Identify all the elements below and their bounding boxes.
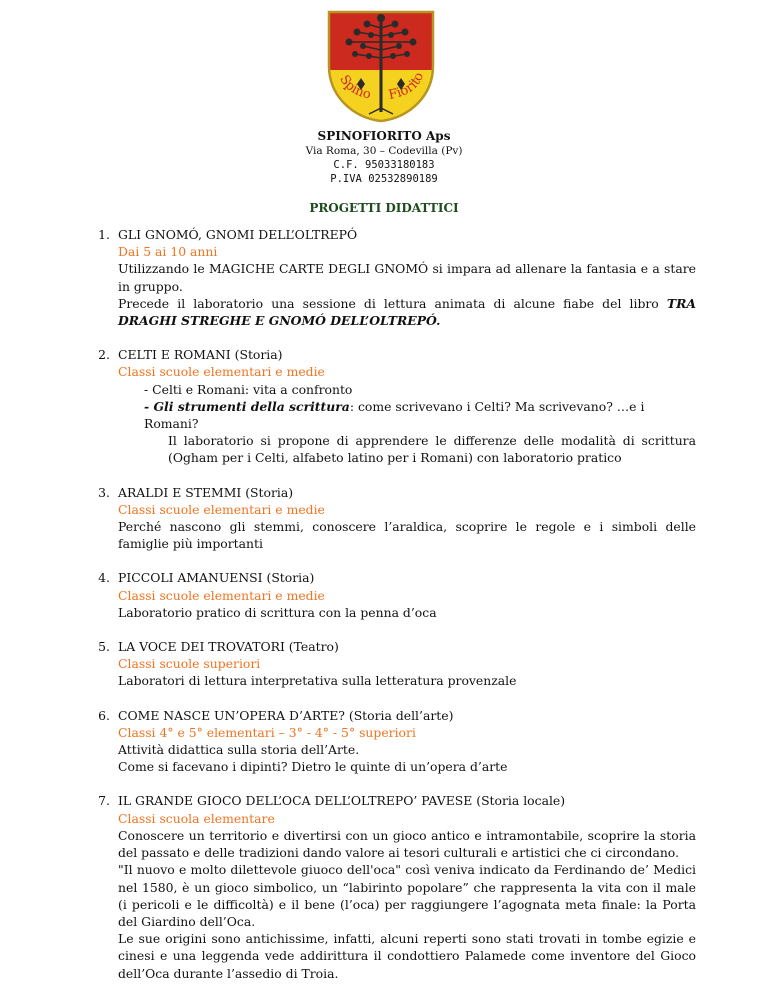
item-title: ARALDI E STEMMI (Storia) [118, 484, 294, 500]
item-description: Le sue origini sono antichissime, infatti, alcuni reperti sono stati trovati in tombe egizie e cinesi e una leggenda vede addirittura il condottiero Palamede come inventore del Gioco dell’Oca durante l’assedio di Troia. [118, 931, 696, 981]
description-text: Precede il laboratorio una sessione di lettura animata di alcune fiabe del libro [118, 295, 667, 311]
item-number: 1. [98, 227, 110, 242]
item-title: CELTI E ROMANI (Storia) [118, 347, 283, 363]
project-item [80, 226, 696, 329]
item-number: 5. [98, 639, 110, 655]
item-number: 7. [98, 793, 110, 809]
item-description: Attività didattica sulla storia dell’Arte. [118, 742, 360, 758]
item-description: Laboratori di lettura interpretativa sulla letteratura provenzale [118, 673, 517, 689]
subpoint-label: - Gli strumenti della scrittura [144, 398, 350, 414]
document-title: PROGETTI DIDATTICI [309, 201, 459, 215]
project-item [80, 569, 696, 621]
item-number: 6. [98, 707, 110, 723]
item-audience: Dai 5 ai 10 anni [118, 244, 218, 260]
item-description: "Il nuovo e molto dilettevole giuoco dell'oca" così veniva indicato da Ferdinando de’ Medici nel 1580, è un gioco simbolico, un “labirinto popolare” che rappresenta la vita con il male (i pericoli e le difficoltà) e il bene (l’oca) per raggiungere l’agognata meta finale: la Porta del Giardino dell’Oca. [118, 862, 696, 929]
item-description: Perché nascono gli stemmi, conoscere l’araldica, scoprire le regole e i simboli delle famiglie più importanti [118, 519, 696, 552]
subpoint-text: : come scrivevano i Celti? Ma scrivevano? …e i Romani? [144, 398, 645, 432]
organization-header [0, 128, 768, 186]
item-description: Conoscere un territorio e divertirsi con un gioco antico e intramontabile, scoprire la storia del passato e delle tradizioni dando valore ai tesori culturali e artistici che ci circondano. [118, 827, 696, 861]
spinofiorito-logo [325, 8, 437, 124]
logo-text-spino: Spino [336, 72, 373, 103]
item-audience: Classi scuole elementari e medie [118, 364, 325, 380]
item-title: COME NASCE UN’OPERA D’ARTE? (Storia dell’arte) [118, 707, 454, 723]
item-audience: Classi scuole superiori [118, 656, 261, 672]
organization-address: Via Roma, 30 – Codevilla (Pv) [305, 145, 463, 157]
item-title: GLI GNOMÓ, GNOMI DELL’OLTREPÓ [118, 227, 358, 242]
item-description: Come si facevano i dipinti? Dietro le quinte di un’opera d’arte [118, 759, 508, 775]
item-audience: Classi scuola elementare [118, 810, 275, 826]
item-audience: Classi scuole elementari e medie [118, 587, 325, 603]
item-number: 3. [98, 484, 110, 500]
book-title: TRA DRAGHI STREGHE E GNOMÓ DELL’OLTREPÓ. [118, 295, 696, 329]
item-title: LA VOCE DEI TROVATORI (Teatro) [118, 639, 339, 655]
project-item [80, 792, 696, 981]
organization-name: SPINOFIORITO Aps [317, 129, 451, 143]
item-description [118, 295, 696, 329]
project-list [80, 226, 696, 999]
logo-text-fiorito: Fiorito [387, 70, 428, 104]
item-subpoint: - Celti e Romani: vita a confronto [144, 381, 353, 397]
project-item [80, 484, 696, 553]
vat-number: P.IVA 02532890189 [330, 173, 438, 185]
item-subpoint [118, 398, 696, 432]
item-description: Utilizzando le MAGICHE CARTE DEGLI GNOMÓ si impara ad allenare la fantasia e a stare in gruppo. [118, 261, 696, 294]
item-number: 4. [98, 570, 110, 586]
tax-code: C.F. 95033180183 [333, 159, 435, 171]
item-description: Il laboratorio si propone di apprendere le differenze delle modalità di scrittura (Ogham per i Celti, alfabeto latino per i Romani) con laboratorio pratico [168, 433, 696, 466]
item-audience: Classi 4° e 5° elementari – 3° - 4° - 5° superiori [118, 724, 416, 740]
project-item [80, 638, 696, 690]
project-item [80, 707, 696, 776]
item-title: PICCOLI AMANUENSI (Storia) [118, 570, 315, 586]
item-description: Laboratorio pratico di scrittura con la penna d’oca [118, 604, 437, 620]
project-item [80, 346, 696, 466]
item-title: IL GRANDE GIOCO DELL’OCA DELL’OLTREPO’ PAVESE (Storia locale) [118, 793, 566, 809]
item-audience: Classi scuole elementari e medie [118, 501, 325, 517]
item-number: 2. [98, 347, 110, 363]
